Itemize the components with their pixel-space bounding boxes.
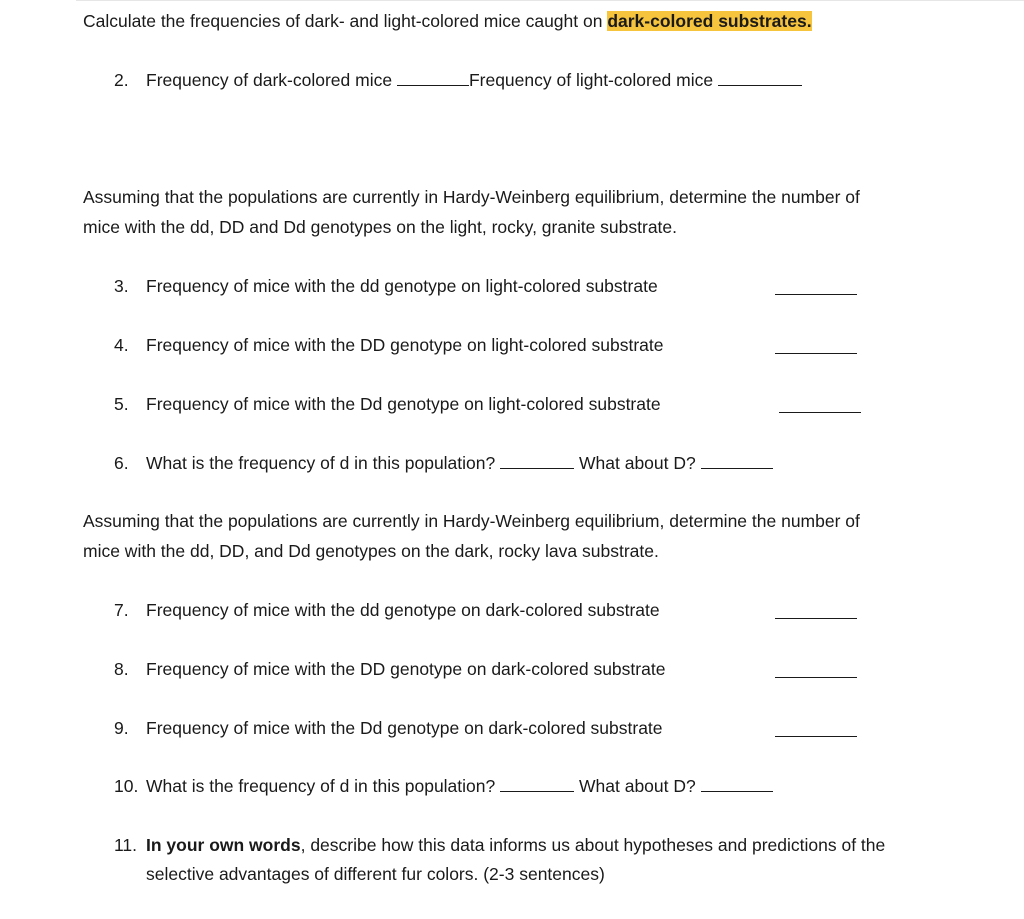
answer-blank-q8[interactable] xyxy=(775,677,857,678)
question-number: 2. xyxy=(114,70,129,90)
question-2 xyxy=(114,68,802,92)
answer-blank-q4[interactable] xyxy=(775,353,857,354)
para-dark-line1: Assuming that the populations are currently in Hardy-Weinberg equilibrium, determine the number of xyxy=(83,511,860,531)
question-11-line2: selective advantages of different fur colors. (2-3 sentences) xyxy=(146,864,605,884)
answer-blank-q9[interactable] xyxy=(775,736,857,737)
intro-highlight: dark-colored substrates. xyxy=(607,11,812,31)
answer-blank-q7[interactable] xyxy=(775,618,857,619)
question-number: 11. xyxy=(114,835,138,855)
para-light-line1: Assuming that the populations are currently in Hardy-Weinberg equilibrium, determine the number of xyxy=(83,187,860,207)
para-dark-line2: mice with the dd, DD, and Dd genotypes on the dark, rocky lava substrate. xyxy=(83,541,659,561)
question-number: 7. xyxy=(114,600,129,620)
question-text: Frequency of mice with the dd genotype on dark-colored substrate xyxy=(146,600,660,620)
answer-blank-q10-d[interactable] xyxy=(500,775,574,792)
intro-dark-substrate xyxy=(83,9,812,33)
question-10-label-d: What is the frequency of d in this population? xyxy=(146,776,496,796)
question-11-emphasis: In your own words xyxy=(146,835,301,855)
answer-blank-q10-D[interactable] xyxy=(701,775,773,792)
question-number: 5. xyxy=(114,394,129,414)
question-6-label-D: What about D? xyxy=(579,453,696,473)
question-3 xyxy=(114,274,658,298)
question-11-text: , describe how this data informs us about hypotheses and predictions of the xyxy=(300,835,886,855)
question-2-label-light: Frequency of light-colored mice xyxy=(468,70,714,90)
intro-text: Calculate the frequencies of dark- and light-colored mice caught on xyxy=(83,11,608,31)
question-9 xyxy=(114,716,663,740)
question-6-label-d: What is the frequency of d in this population? xyxy=(146,453,496,473)
question-number: 4. xyxy=(114,335,129,355)
answer-blank-q3[interactable] xyxy=(775,294,857,295)
question-number: 9. xyxy=(114,718,129,738)
question-4 xyxy=(114,333,664,357)
question-number: 10. xyxy=(114,776,139,796)
answer-blank-q6-d[interactable] xyxy=(500,452,574,469)
question-6 xyxy=(114,451,773,475)
page-top-border xyxy=(76,0,1024,1)
question-2-label-dark: Frequency of dark-colored mice xyxy=(146,70,393,90)
answer-blank-q5[interactable] xyxy=(779,412,861,413)
question-10-label-D: What about D? xyxy=(579,776,696,796)
question-number: 6. xyxy=(114,453,129,473)
question-8 xyxy=(114,657,665,681)
question-5 xyxy=(114,392,661,416)
question-11 xyxy=(114,833,885,857)
question-number: 8. xyxy=(114,659,129,679)
question-7 xyxy=(114,598,660,622)
answer-blank-dark-frequency[interactable] xyxy=(397,69,469,86)
para-light-line2: mice with the dd, DD and Dd genotypes on the light, rocky, granite substrate. xyxy=(83,217,678,237)
question-number: 3. xyxy=(114,276,129,296)
question-text: Frequency of mice with the DD genotype on dark-colored substrate xyxy=(146,659,666,679)
answer-blank-light-frequency[interactable] xyxy=(718,69,802,86)
question-text: Frequency of mice with the dd genotype on light-colored substrate xyxy=(146,276,658,296)
question-10 xyxy=(114,774,773,798)
question-text: Frequency of mice with the Dd genotype on light-colored substrate xyxy=(146,394,661,414)
answer-blank-q6-D[interactable] xyxy=(701,452,773,469)
question-text: Frequency of mice with the Dd genotype on dark-colored substrate xyxy=(146,718,663,738)
question-text: Frequency of mice with the DD genotype on light-colored substrate xyxy=(146,335,664,355)
